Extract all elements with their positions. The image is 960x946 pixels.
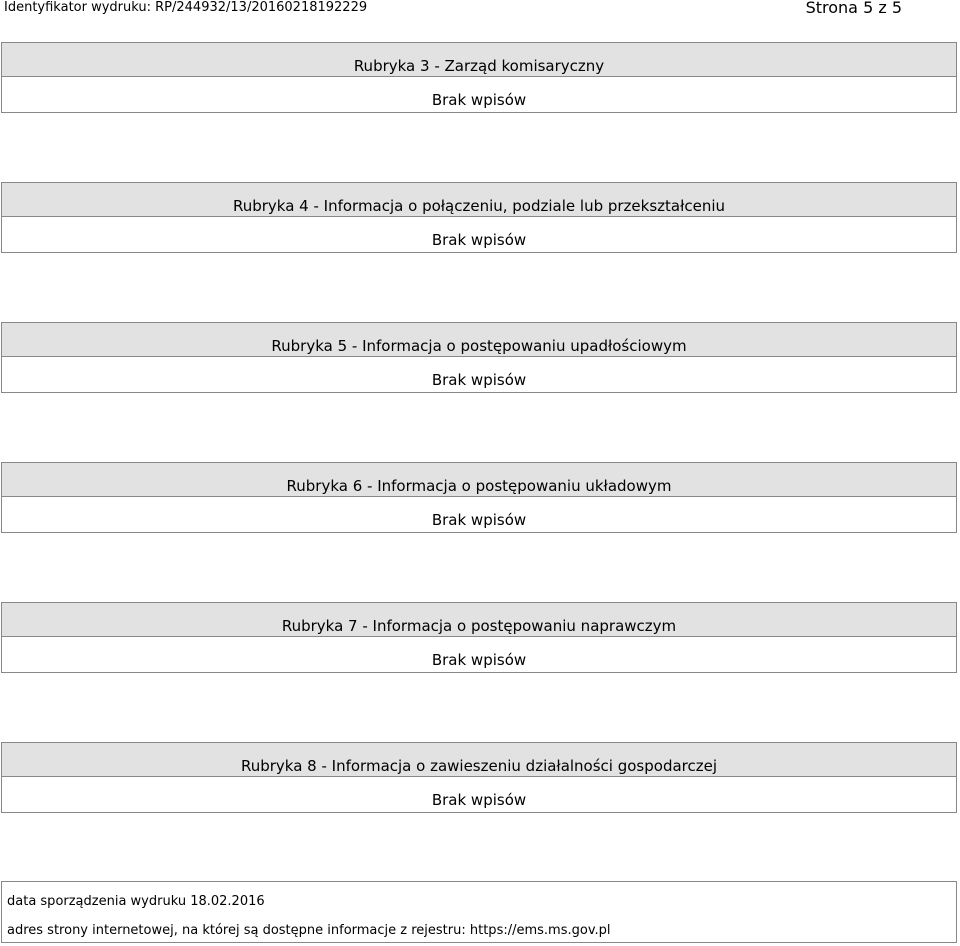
section-title: Rubryka 8 - Informacja o zawieszeniu działalności gospodarczej <box>1 742 957 777</box>
section-rubryka-8 <box>1 742 957 813</box>
print-date: data sporządzenia wydruku 18.02.2016 <box>7 894 265 909</box>
section-rubryka-6 <box>1 462 957 533</box>
print-identifier: Identyfikator wydruku: RP/244932/13/20160218192229 <box>4 0 368 15</box>
registry-website: adres strony internetowej, na której są dostępne informacje z rejestru: https://ems.ms.gov.pl <box>7 923 611 938</box>
section-title: Rubryka 4 - Informacja o połączeniu, podziale lub przekształceniu <box>1 182 957 217</box>
section-content: Brak wpisów <box>1 357 957 393</box>
section-rubryka-3 <box>1 42 957 113</box>
section-content: Brak wpisów <box>1 497 957 533</box>
section-rubryka-4 <box>1 182 957 253</box>
section-title: Rubryka 5 - Informacja o postępowaniu upadłościowym <box>1 322 957 357</box>
page-number: Strona 5 z 5 <box>805 0 902 17</box>
section-content: Brak wpisów <box>1 637 957 673</box>
footer <box>1 881 957 943</box>
section-rubryka-5 <box>1 322 957 393</box>
section-content: Brak wpisów <box>1 777 957 813</box>
section-title: Rubryka 7 - Informacja o postępowaniu naprawczym <box>1 602 957 637</box>
section-title: Rubryka 3 - Zarząd komisaryczny <box>1 42 957 77</box>
section-title: Rubryka 6 - Informacja o postępowaniu układowym <box>1 462 957 497</box>
section-content: Brak wpisów <box>1 217 957 253</box>
section-content: Brak wpisów <box>1 77 957 113</box>
section-rubryka-7 <box>1 602 957 673</box>
